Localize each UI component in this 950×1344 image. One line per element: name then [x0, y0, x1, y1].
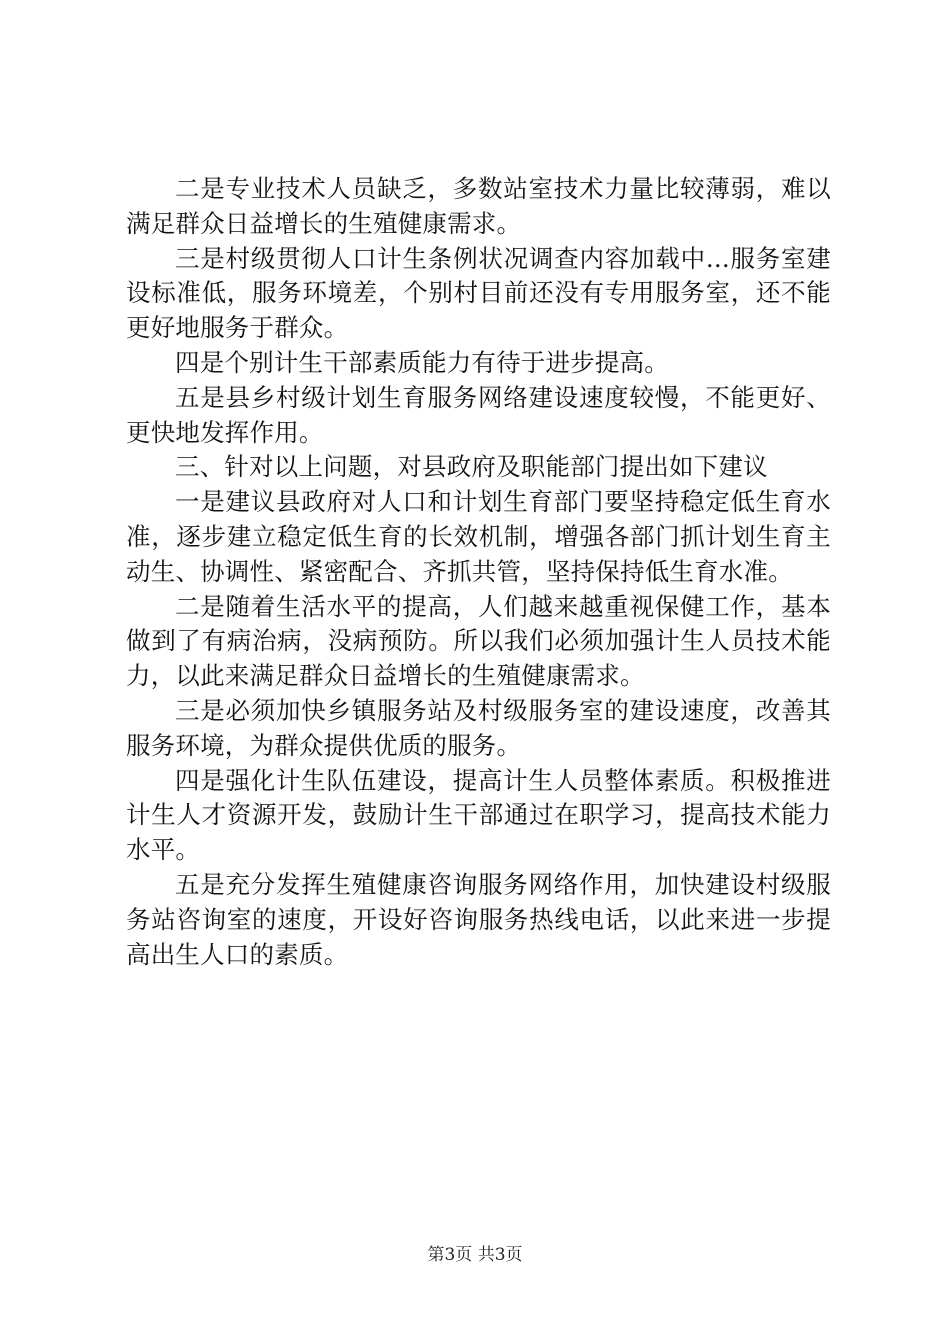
section-heading: 三、针对以上问题，对县政府及职能部门提出如下建议: [175, 452, 768, 482]
paragraph: 三是必须加快乡镇服务站及村级服务室的建设速度，改善其服务环境，为群众提供优质的服务。: [126, 695, 831, 760]
paragraph: 三是村级贯彻人口计生条例状况调查内容加载中...服务室建设标准低，服务环境差，个别村目前还没有专用服务室，还不能更好地服务于群众。: [126, 243, 831, 343]
page-number-footer: 第3页 共3页: [427, 1245, 523, 1265]
paragraph: 二是专业技术人员缺乏，多数站室技术力量比较薄弱，难以满足群众日益增长的生殖健康需求。: [126, 174, 831, 238]
document-body: [126, 172, 831, 972]
paragraph: 五是县乡村级计划生育服务网络建设速度较慢，不能更好、更快地发挥作用。: [126, 382, 831, 447]
paragraph: 四是个别计生干部素质能力有待于进步提高。: [175, 347, 669, 377]
paragraph: 一是建议县政府对人口和计划生育部门要坚持稳定低生育水准，逐步建立稳定低生育的长效机制，增强各部门抓计划生育主动生、协调性、紧密配合、齐抓共管，坚持保持低生育水准。: [126, 487, 831, 586]
paragraph: 四是强化计生队伍建设，提高计生人员整体素质。积极推进计生人才资源开发，鼓励计生干部通过在职学习，提高技术能力水平。: [126, 765, 831, 865]
paragraph: 二是随着生活水平的提高，人们越来越重视保健工作，基本做到了有病治病，没病预防。所以我们必须加强计生人员技术能力，以此来满足群众日益增长的生殖健康需求。: [126, 591, 831, 691]
paragraph: 五是充分发挥生殖健康咨询服务网络作用，加快建设村级服务站咨询室的速度，开设好咨询服务热线电话，以此来进一步提高出生人口的素质。: [126, 869, 831, 969]
